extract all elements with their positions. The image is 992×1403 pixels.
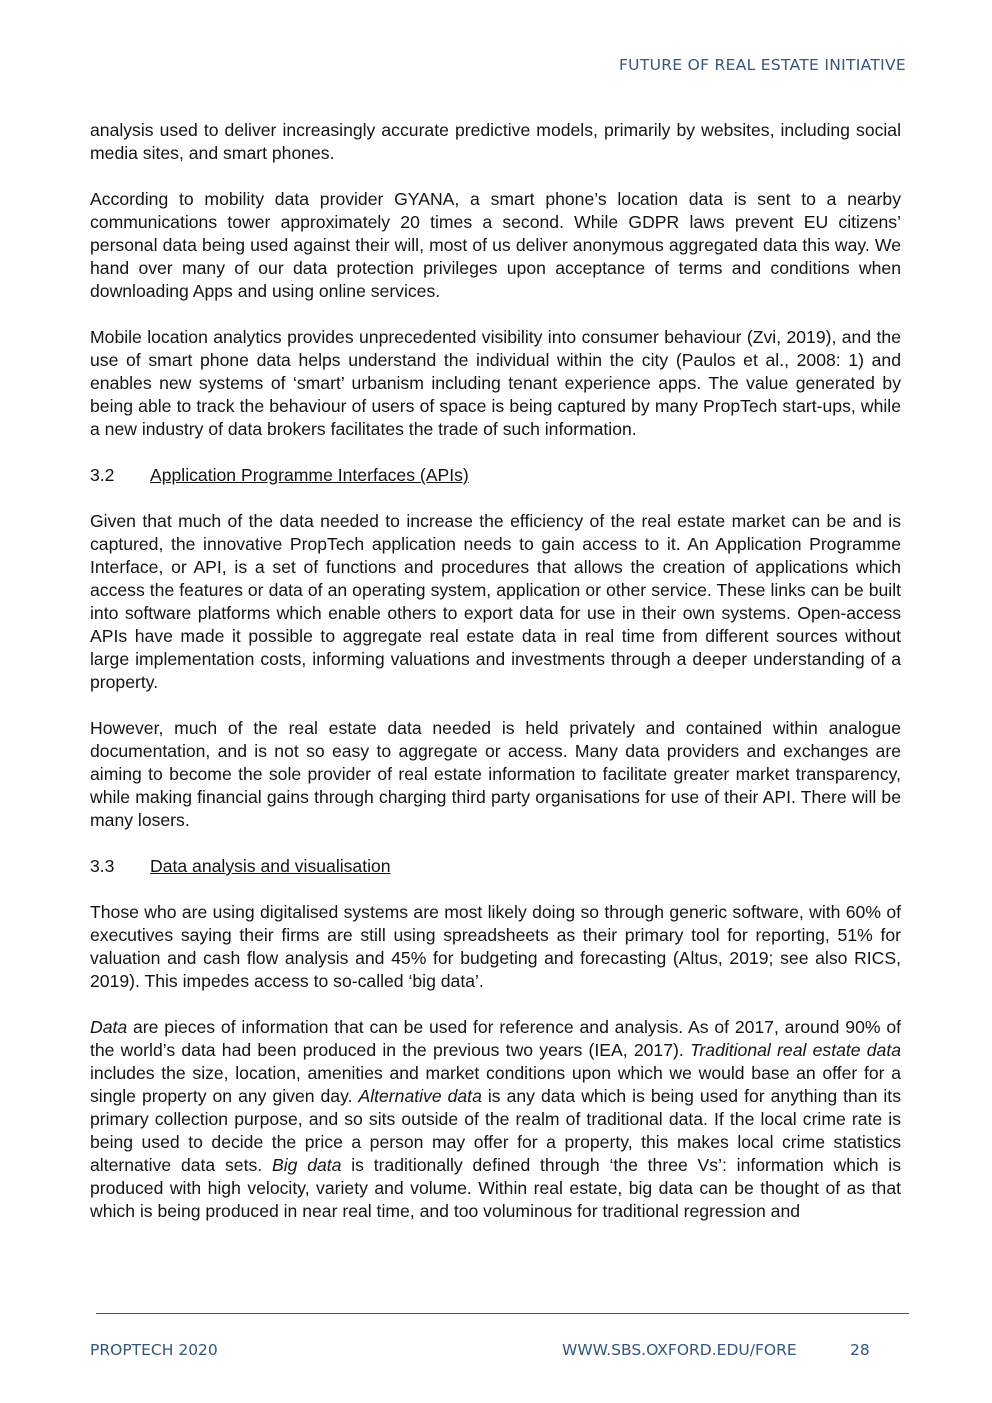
section-heading-3-2 bbox=[90, 464, 901, 487]
page-body bbox=[90, 119, 901, 1246]
paragraph: According to mobility data provider GYANA, a smart phone’s location data is sent to a nearby communications tower approximately 20 times a second. While GDPR laws prevent EU citizens’ personal data being used against their will, most of us deliver anonymous aggregated data this way. We hand over many of our data protection privileges upon acceptance of terms and conditions when downloading Apps and using online services. bbox=[90, 189, 901, 301]
section-heading-3-3 bbox=[90, 855, 901, 878]
paragraph: Mobile location analytics provides unprecedented visibility into consumer behaviour (Zvi, 2019), and the use of smart phone data helps understand the individual within the city (Paulos et al., 2008: 1) and enables new systems of ‘smart’ urbanism including tenant experience apps. The value generated by being able to track the behaviour of users of space is being captured by many PropTech start-ups, while a new industry of data brokers facilitates the trade of such information. bbox=[90, 327, 901, 439]
footer-url[interactable]: WWW.SBS.OXFORD.EDU/FORE bbox=[562, 1341, 797, 1359]
page-number: 28 bbox=[850, 1341, 870, 1359]
paragraph: However, much of the real estate data needed is held privately and contained within analogue documentation, and is not so easy to aggregate or access. Many data providers and exchanges are aiming to become the sole provider of real estate information to facilitate greater market transparency, while making financial gains through charging third party organisations for use of their API. There will be many losers. bbox=[90, 718, 901, 830]
term-alternative-data: Alternative data bbox=[358, 1086, 482, 1106]
text-run: are pieces of information that can be used for reference and analysis. As of 2017, around 90% of the world’s data had been produced in the previous two years (IEA, 2017). bbox=[90, 1017, 901, 1060]
term-traditional-data: Traditional real estate data bbox=[689, 1040, 902, 1060]
term-data: Data bbox=[90, 1017, 128, 1037]
paragraph: analysis used to deliver increasingly accurate predictive models, primarily by websites, including social media sites, and smart phones. bbox=[90, 120, 901, 163]
text-run: includes the size, location, amenities and market conditions upon which we would base an offer for a single property on any given day. bbox=[90, 1063, 901, 1106]
text-run: is traditionally defined through ‘the three Vs’: information which is produced with high velocity, variety and volume. Within real estate, big data can be thought of as that which is being produced in near real time, and too voluminous for traditional regression and bbox=[90, 1155, 901, 1221]
paragraph: Given that much of the data needed to increase the efficiency of the real estate market can be and is captured, the innovative PropTech application needs to gain access to it. An Application Programme Interface, or API, is a set of functions and procedures that allows the creation of applications which access the features or data of an operating system, application or other service. These links can be built into software platforms which enable others to export data for use in their own systems. Open-access APIs have made it possible to aggregate real estate data in real time from different sources without large implementation costs, informing valuations and investments through a deeper understanding of a property. bbox=[90, 511, 901, 692]
section-title: Data analysis and visualisation bbox=[150, 856, 391, 876]
section-title: Application Programme Interfaces (APIs) bbox=[150, 465, 469, 485]
text-run: is any data which is being used for anything than its primary collection purpose, and so sits outside of the realm of traditional data. If the local crime rate is being used to decide the price a person may offer for a property, this makes local crime statistics alternative data sets. bbox=[90, 1086, 901, 1175]
paragraph: Those who are using digitalised systems are most likely doing so through generic software, with 60% of executives saying their firms are still using spreadsheets as their primary tool for reporting, 51% for valuation and cash flow analysis and 45% for budgeting and forecasting (Altus, 2019; see also RICS, 2019). This impedes access to so-called ‘big data’. bbox=[90, 902, 901, 991]
footer-divider bbox=[96, 1313, 909, 1314]
section-number: 3.2 bbox=[90, 465, 115, 485]
section-number: 3.3 bbox=[90, 856, 115, 876]
footer-publication: PROPTECH 2020 bbox=[90, 1341, 218, 1359]
paragraph bbox=[90, 1016, 901, 1223]
running-header: FUTURE OF REAL ESTATE INITIATIVE bbox=[618, 56, 906, 74]
term-big-data: Big data bbox=[271, 1155, 342, 1175]
